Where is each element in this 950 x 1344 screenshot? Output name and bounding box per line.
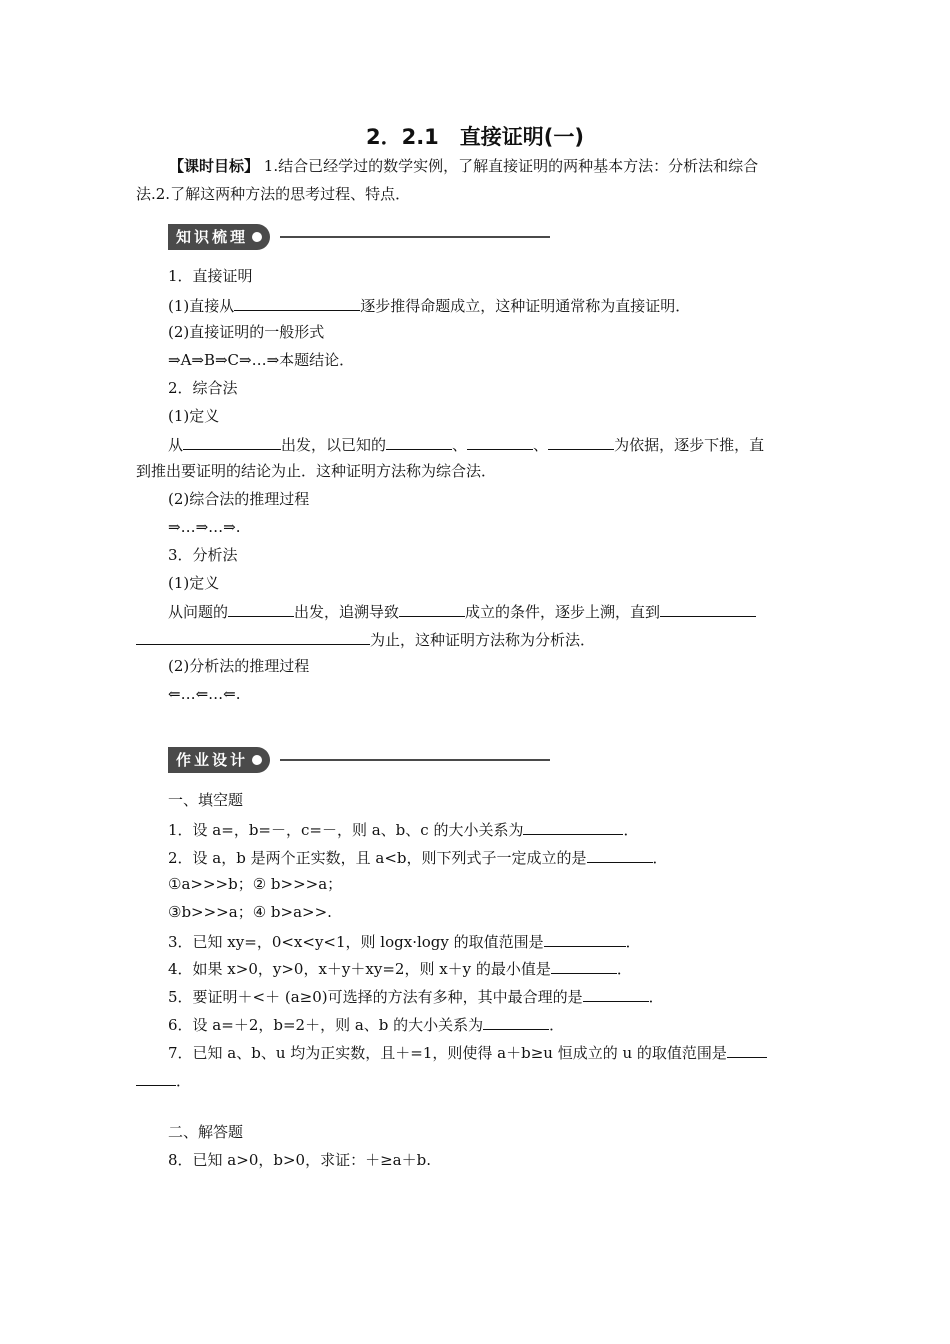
synthesis-process-label: (2)综合法的推理过程 [168,490,310,508]
text: 6．设 a=＋2，b=2＋，则 a、b 的大小关系为 [168,1016,484,1034]
text: 、 [533,436,549,454]
analysis-process-label: (2)分析法的推理过程 [168,657,310,675]
question-4 [168,957,632,979]
goals-line-1 [169,156,758,176]
text: ． [652,849,668,867]
text: 7．已知 a、b、u 均为正实数，且＋=1，则使得 a＋b≥u 恒成立的 u 的取值范围是 [168,1044,727,1062]
text: ． [625,933,641,951]
text: 成立的条件，逐步上溯，直到 [465,603,661,621]
banner-label: 作业设计 [176,751,249,769]
fill-blank[interactable] [136,628,370,645]
question-1 [168,818,638,840]
text: 2．设 a，b 是两个正实数，且 a<b，则下列式子一定成立的是 [168,849,587,867]
goals-text-1: 1.结合已经学过的数学实例，了解直接证明的两种基本方法：分析法和综合 [263,157,759,175]
text: ． [616,960,632,978]
text: (1)直接从 [168,297,235,315]
heading-analysis: 3．分析法 [168,546,238,564]
text: ． [176,1072,192,1090]
text: ． [549,1016,565,1034]
analysis-def [168,600,756,622]
part-fill-in: 一、填空题 [168,791,244,809]
text: 5．要证明＋<＋ (a≥0)可选择的方法有多种，其中最合理的是 [168,988,583,1006]
fill-blank[interactable] [467,433,533,450]
analysis-def-2 [136,628,595,650]
analysis-def-label: (1)定义 [168,574,220,592]
question-7 [168,1041,767,1063]
fill-blank[interactable] [548,433,614,450]
answer-blank[interactable] [551,957,617,974]
answer-blank[interactable] [523,818,623,835]
question-6 [168,1013,564,1035]
page-title: 2．2.1 直接证明(一) [365,125,584,149]
synthesis-def-2: 到推出要证明的结论为止．这种证明方法称为综合法． [136,462,497,480]
text: 4．如果 x>0，y>0，x＋y＋xy=2，则 x＋y 的最小值是 [168,960,551,978]
fill-blank[interactable] [386,433,452,450]
banner-rule [280,236,550,238]
answer-blank[interactable] [483,1013,549,1030]
fill-blank[interactable] [228,600,294,617]
direct-proof-form-label: (2)直接证明的一般形式 [168,323,325,341]
heading-synthesis: 2．综合法 [168,379,238,397]
question-2 [168,846,668,868]
answer-blank[interactable] [136,1069,176,1086]
answer-blank[interactable] [544,930,626,947]
text: 出发，以已知的 [281,436,387,454]
synthesis-def [168,433,764,455]
fill-blank[interactable] [399,600,465,617]
text: 从 [168,436,184,454]
section-banner-homework [168,747,550,773]
text: ． [648,988,664,1006]
question-5 [168,985,664,1007]
fill-blank[interactable] [660,600,756,617]
section-banner-knowledge [168,224,550,250]
banner-label: 知识梳理 [176,228,249,246]
question-7-cont [136,1069,191,1091]
synthesis-process: ⇒…⇒…⇒. [168,518,241,536]
question-8: 8．已知 a>0，b>0，求证：＋≥a＋b. [168,1151,431,1169]
question-3 [168,930,641,952]
part-solve: 二、解答题 [168,1123,244,1141]
analysis-process: ⇐…⇐…⇐. [168,685,241,703]
heading-direct-proof: 1．直接证明 [168,267,253,285]
text: 逐步推得命题成立，这种证明通常称为直接证明． [360,297,691,315]
goals-label: 【课时目标】 [169,157,260,175]
text: 3．已知 xy=，0<x<y<1，则 logx·logy 的取值范围是 [168,933,544,951]
question-2-options-1: ①a>>>b；② b>>>a； [168,875,343,893]
text: 1．设 a=，b=－，c=－，则 a、b、c 的大小关系为 [168,821,524,839]
goals-line-2: 法.2.了解这两种方法的思考过程、特点． [136,185,411,203]
fill-blank[interactable] [234,294,360,311]
banner-rule [280,759,550,761]
text: 为依据，逐步下推，直 [614,436,765,454]
answer-blank[interactable] [583,985,649,1002]
synthesis-def-label: (1)定义 [168,407,220,425]
circle-icon [252,232,262,242]
text: ． [623,821,639,839]
answer-blank[interactable] [587,846,653,863]
text: 为止，这种证明方法称为分析法． [370,631,596,649]
answer-blank[interactable] [727,1041,767,1058]
fill-blank[interactable] [183,433,281,450]
text: 、 [452,436,468,454]
direct-proof-form: ⇒A⇒B⇒C⇒…⇒本题结论． [168,351,355,369]
banner-tag [168,747,270,773]
text: 从问题的 [168,603,229,621]
banner-tag [168,224,270,250]
circle-icon [252,755,262,765]
text: 出发，追溯导致 [294,603,400,621]
direct-proof-def [168,294,690,316]
question-2-options-2: ③b>>>a；④ b>a>>. [168,903,332,921]
